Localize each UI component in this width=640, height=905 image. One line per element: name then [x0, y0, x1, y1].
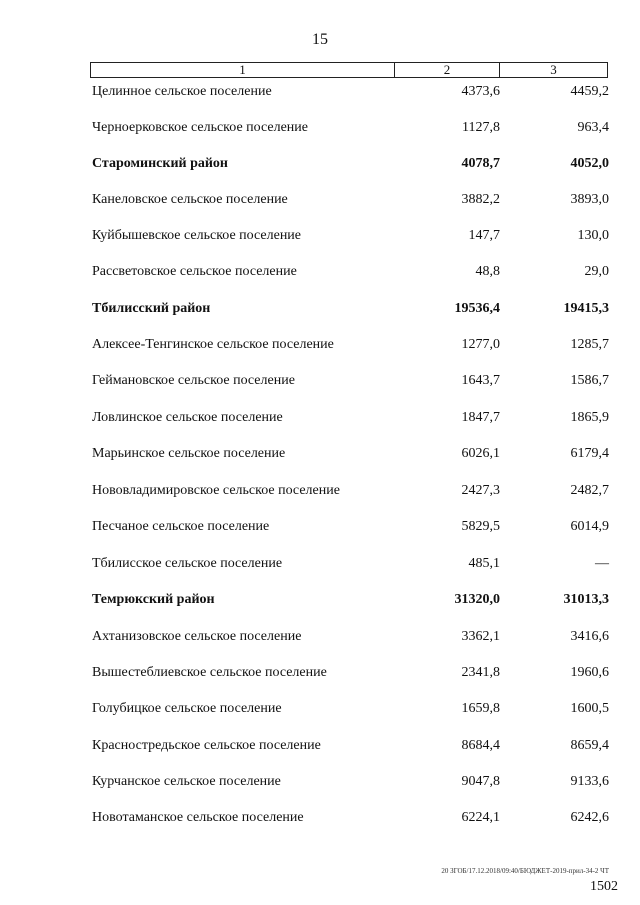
row-value-col-3: 963,4 [577, 120, 609, 135]
row-value-col-3: 1285,7 [570, 337, 609, 352]
row-value-col-2: 6026,1 [461, 446, 500, 461]
row-value-col-3: 1600,5 [570, 701, 609, 716]
row-value-col-2: 1127,8 [462, 120, 500, 135]
row-value-col-3: 29,0 [584, 264, 609, 279]
row-value-col-2: 6224,1 [461, 810, 500, 825]
sheet-number: 1502 [590, 879, 618, 894]
row-value-col-3: 31013,3 [563, 592, 609, 607]
row-value-col-2: 1659,8 [461, 701, 500, 716]
row-value-col-3: 8659,4 [570, 738, 609, 753]
row-value-col-2: 485,1 [468, 556, 500, 571]
table-row [0, 444, 640, 464]
district-row [0, 590, 640, 610]
row-name: Целинное сельское поселение [92, 84, 272, 99]
table-row [0, 517, 640, 537]
row-name: Красностредьское сельское поселение [92, 738, 321, 753]
table-row [0, 627, 640, 647]
row-value-col-3: 3893,0 [570, 192, 609, 207]
row-name: Алексее-Тенгинское сельское поселение [92, 337, 334, 352]
table-row [0, 554, 640, 574]
table-row [0, 371, 640, 391]
row-value-col-2: 2341,8 [461, 665, 500, 680]
header-col-3: 3 [550, 62, 557, 77]
row-value-col-2: 9047,8 [461, 774, 500, 789]
document-stamp: 20 ЗГОБ/17.12.2018/09:40/БЮДЖЕТ-2019-прил-34-2 ЧТ [441, 867, 609, 875]
row-name: Курчанское сельское поселение [92, 774, 281, 789]
row-value-col-2: 4078,7 [461, 156, 500, 171]
table-row [0, 190, 640, 210]
row-name: Черноерковское сельское поселение [92, 120, 308, 135]
table-row [0, 699, 640, 719]
row-value-col-3: 9133,6 [570, 774, 609, 789]
table-row [0, 262, 640, 282]
row-name: Темрюкский район [92, 592, 215, 607]
header-col-1: 1 [91, 63, 395, 77]
row-value-col-2: 3882,2 [461, 192, 500, 207]
row-value-col-3: 2482,7 [570, 483, 609, 498]
table-row [0, 481, 640, 501]
row-value-col-2: 48,8 [475, 264, 500, 279]
row-value-col-2: 4373,6 [461, 84, 500, 99]
row-value-col-2: 8684,4 [461, 738, 500, 753]
table-row [0, 808, 640, 828]
row-value-col-3: 6014,9 [570, 519, 609, 534]
table-row [0, 663, 640, 683]
row-name: Песчаное сельское поселение [92, 519, 270, 534]
table-row [0, 335, 640, 355]
row-value-col-3: 1960,6 [570, 665, 609, 680]
table-row [0, 82, 640, 102]
row-name: Геймановское сельское поселение [92, 373, 295, 388]
table-row [0, 772, 640, 792]
row-value-col-3: 1586,7 [570, 373, 609, 388]
row-value-col-2: 19536,4 [454, 301, 500, 316]
row-value-col-3: — [595, 556, 609, 571]
row-value-col-2: 5829,5 [461, 519, 500, 534]
row-name: Ловлинское сельское поселение [92, 410, 283, 425]
row-value-col-3: 6242,6 [570, 810, 609, 825]
row-name: Марьинское сельское поселение [92, 446, 286, 461]
page-number: 15 [312, 31, 328, 48]
row-value-col-2: 31320,0 [454, 592, 500, 607]
row-value-col-3: 6179,4 [570, 446, 609, 461]
row-name: Голубицкое сельское поселение [92, 701, 282, 716]
row-value-col-3: 19415,3 [563, 301, 609, 316]
row-name: Тбилисское сельское поселение [92, 556, 283, 571]
row-value-col-3: 130,0 [577, 228, 609, 243]
table-row [0, 408, 640, 428]
row-value-col-3: 1865,9 [570, 410, 609, 425]
row-name: Новотаманское сельское поселение [92, 810, 304, 825]
header-col-2: 2 [395, 63, 500, 77]
district-row [0, 299, 640, 319]
row-name: Тбилисский район [92, 301, 211, 316]
table-row [0, 226, 640, 246]
row-name: Ахтанизовское сельское поселение [92, 629, 302, 644]
table-row [0, 118, 640, 138]
row-value-col-3: 4052,0 [570, 156, 609, 171]
row-value-col-3: 3416,6 [570, 629, 609, 644]
row-value-col-2: 3362,1 [461, 629, 500, 644]
row-value-col-3: 4459,2 [570, 84, 609, 99]
row-name: Нововладимировское сельское поселение [92, 483, 340, 498]
row-name: Куйбышевское сельское поселение [92, 228, 302, 243]
row-value-col-2: 1277,0 [461, 337, 500, 352]
row-value-col-2: 1643,7 [461, 373, 500, 388]
row-name: Староминский район [92, 156, 228, 171]
row-value-col-2: 147,7 [468, 228, 500, 243]
table-row [0, 736, 640, 756]
row-name: Рассветовское сельское поселение [92, 264, 297, 279]
row-value-col-2: 1847,7 [461, 410, 500, 425]
row-name: Канеловское сельское поселение [92, 192, 288, 207]
row-name: Вышестеблиевское сельское поселение [92, 665, 327, 680]
district-row [0, 154, 640, 174]
row-value-col-2: 2427,3 [461, 483, 500, 498]
